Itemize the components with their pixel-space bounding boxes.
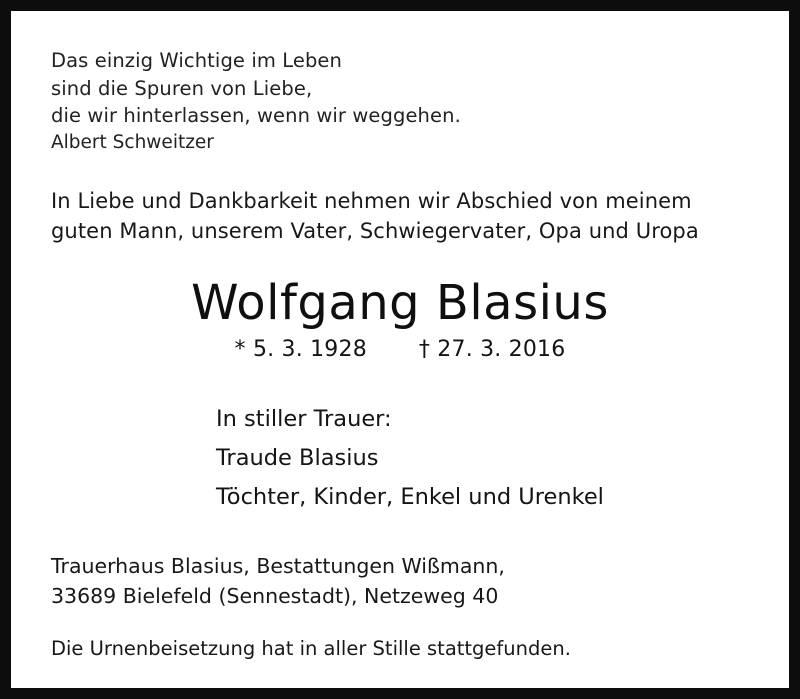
deceased-dates	[51, 337, 749, 362]
quote-line-1: Das einzig Wichtige im Leben	[51, 49, 342, 72]
birth-date: * 5. 3. 1928	[234, 336, 367, 362]
death-date: † 27. 3. 2016	[418, 336, 566, 362]
quote-line-2: sind die Spuren von Liebe,	[51, 76, 313, 100]
funeral-home-line-1: Trauerhaus Blasius, Bestattungen Wißmann,	[51, 553, 505, 578]
mourning-line-1: Traude Blasius	[216, 445, 379, 472]
mourning-heading: In stiller Trauer:	[216, 405, 392, 432]
funeral-home-line-2: 33689 Bielefeld (Sennestadt), Netzeweg 40	[51, 583, 499, 608]
intro-block	[51, 187, 749, 247]
quote-block	[51, 47, 749, 130]
mourning-block	[216, 400, 749, 518]
intro-line-1: In Liebe und Dankbarkeit nehmen wir Abschied von meinem	[51, 189, 692, 214]
deceased-name: Wolfgang Blasius	[191, 274, 609, 331]
burial-note: Die Urnenbeisetzung hat in aller Stille stattgefunden.	[51, 637, 571, 661]
funeral-home-block	[51, 552, 749, 611]
mourning-line-2: Töchter, Kinder, Enkel und Urenkel	[216, 484, 604, 511]
quote-author: Albert Schweitzer	[51, 132, 214, 154]
quote-line-3: die wir hinterlassen, wenn wir weggehen.	[51, 104, 461, 128]
intro-line-2: guten Mann, unserem Vater, Schwiegervater, Opa und Uropa	[51, 218, 699, 243]
